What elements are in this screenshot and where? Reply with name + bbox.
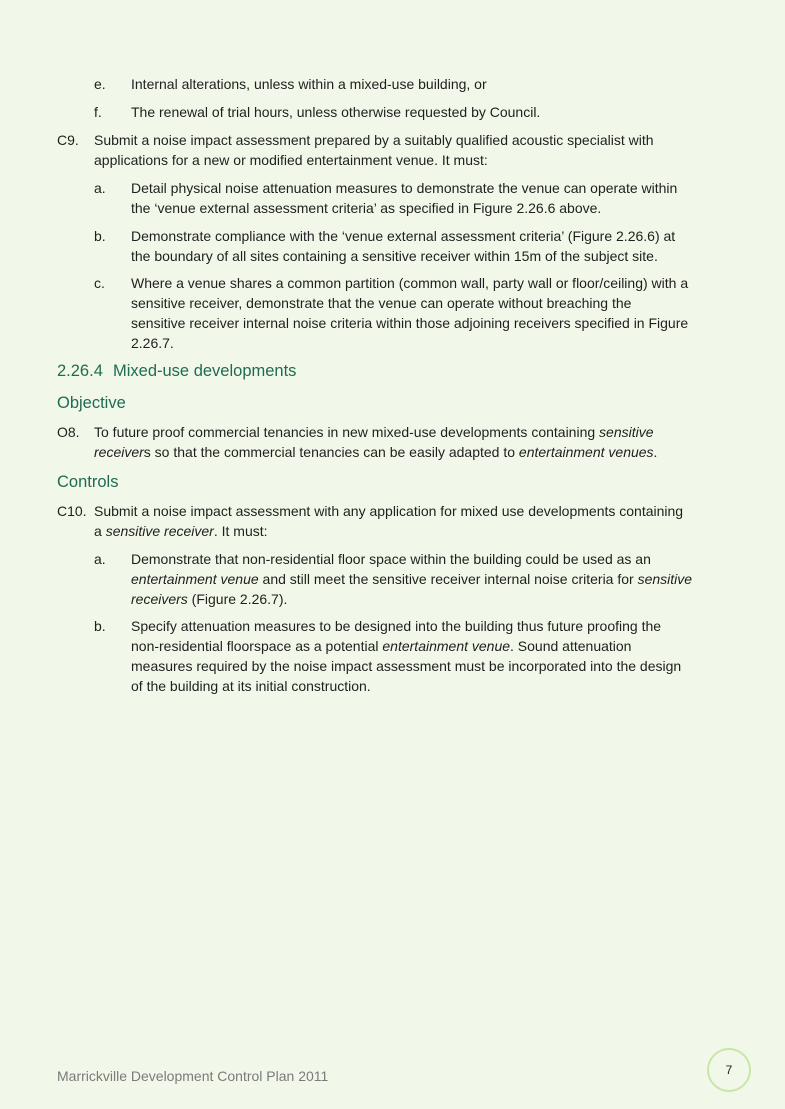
text-line: Where a venue shares a common partition (common wall, party wall or floor/ceiling) with a [131,275,689,291]
list-label: f. [94,104,102,120]
text-run: To future proof commercial tenancies in new mixed-use developments containing [94,424,600,440]
text-run: . [653,444,658,460]
text-line: Submit a noise impact assessment with any application for mixed use developments containing [94,503,684,519]
list-item-text [131,226,675,266]
text-run-italic: entertainment venue [382,638,511,654]
text-line: Detail physical noise attenuation measures to demonstrate the venue can operate within [131,180,678,196]
list-label: c. [94,275,105,291]
text-run: . Sound attenuation [510,638,632,654]
text-line: sensitive receiver internal noise criteria within those adjoining receivers specified in Figure [131,315,689,331]
section-number: 2.26.4 [57,362,103,380]
text-line: the ‘venue external assessment criteria’ as specified in Figure 2.26.6 above. [131,200,602,216]
text-run: a [94,523,106,539]
list-label: a. [94,551,106,567]
list-label: b. [94,618,106,634]
text-run-italic: entertainment venue [131,571,259,587]
page-number-badge [707,1048,751,1092]
text-line [131,589,692,609]
list-label: e. [94,76,106,92]
footer-title: Marrickville Development Control Plan 2011 [57,1068,329,1084]
control-text [94,130,654,170]
text-run: . It must: [213,523,268,539]
text-line [131,569,692,589]
list-label: a. [94,180,106,196]
controls-heading: Controls [57,473,119,491]
objective-heading: Objective [57,394,126,412]
text-line: measures required by the noise impact assessment must be incorporated into the design [131,658,682,674]
page-number: 7 [725,1063,733,1077]
section-heading [57,360,296,382]
text-line [94,422,657,442]
text-line [94,442,657,462]
text-line: the boundary of all sites containing a sensitive receiver within 15m of the subject site. [131,248,658,264]
list-item-text [131,178,677,218]
control-label: C9. [57,132,79,148]
text-run-italic: sensitive [637,571,693,587]
text-line: applications for a new or modified entertainment venue. It must: [94,152,488,168]
text-line: Demonstrate that non-residential floor space within the building could be used as an [131,551,651,567]
text-run-italic: sensitive [599,424,654,440]
text-line [94,521,683,541]
objective-label: O8. [57,424,80,440]
list-item-text: The renewal of trial hours, unless otherwise requested by Council. [131,104,541,120]
text-run: and still meet the sensitive receiver internal noise criteria for [258,571,638,587]
text-line: sensitive receiver, demonstrate that the venue can operate without breaching the [131,295,632,311]
text-run: non-residential floorspace as a potential [131,638,383,654]
text-line: Specify attenuation measures to be designed into the building thus future proofing the [131,618,662,634]
text-run-italic: receiver [94,444,144,460]
text-line: Demonstrate compliance with the ‘venue external assessment criteria’ (Figure 2.26.6) at [131,228,676,244]
section-title: Mixed-use developments [113,362,297,380]
list-item-text [131,273,688,353]
objective-text [94,422,657,462]
text-run: s so that the commercial tenancies can be easily adapted to [143,444,519,460]
text-line: 2.26.7. [131,335,174,351]
list-item-text: Internal alterations, unless within a mixed-use building, or [131,76,487,92]
control-label: C10. [57,503,87,519]
text-line: of the building at its initial construction. [131,678,371,694]
list-label: b. [94,228,106,244]
text-run-italic: entertainment venues [518,444,654,460]
text-run-italic: receivers [131,591,188,607]
text-line [131,636,681,656]
control-text [94,501,683,541]
list-item-text [131,616,681,696]
text-run: (Figure 2.26.7). [187,591,288,607]
list-item-text [131,549,692,609]
text-run-italic: sensitive receiver [105,523,214,539]
text-line: Submit a noise impact assessment prepared by a suitably qualified acoustic specialist with [94,132,654,148]
